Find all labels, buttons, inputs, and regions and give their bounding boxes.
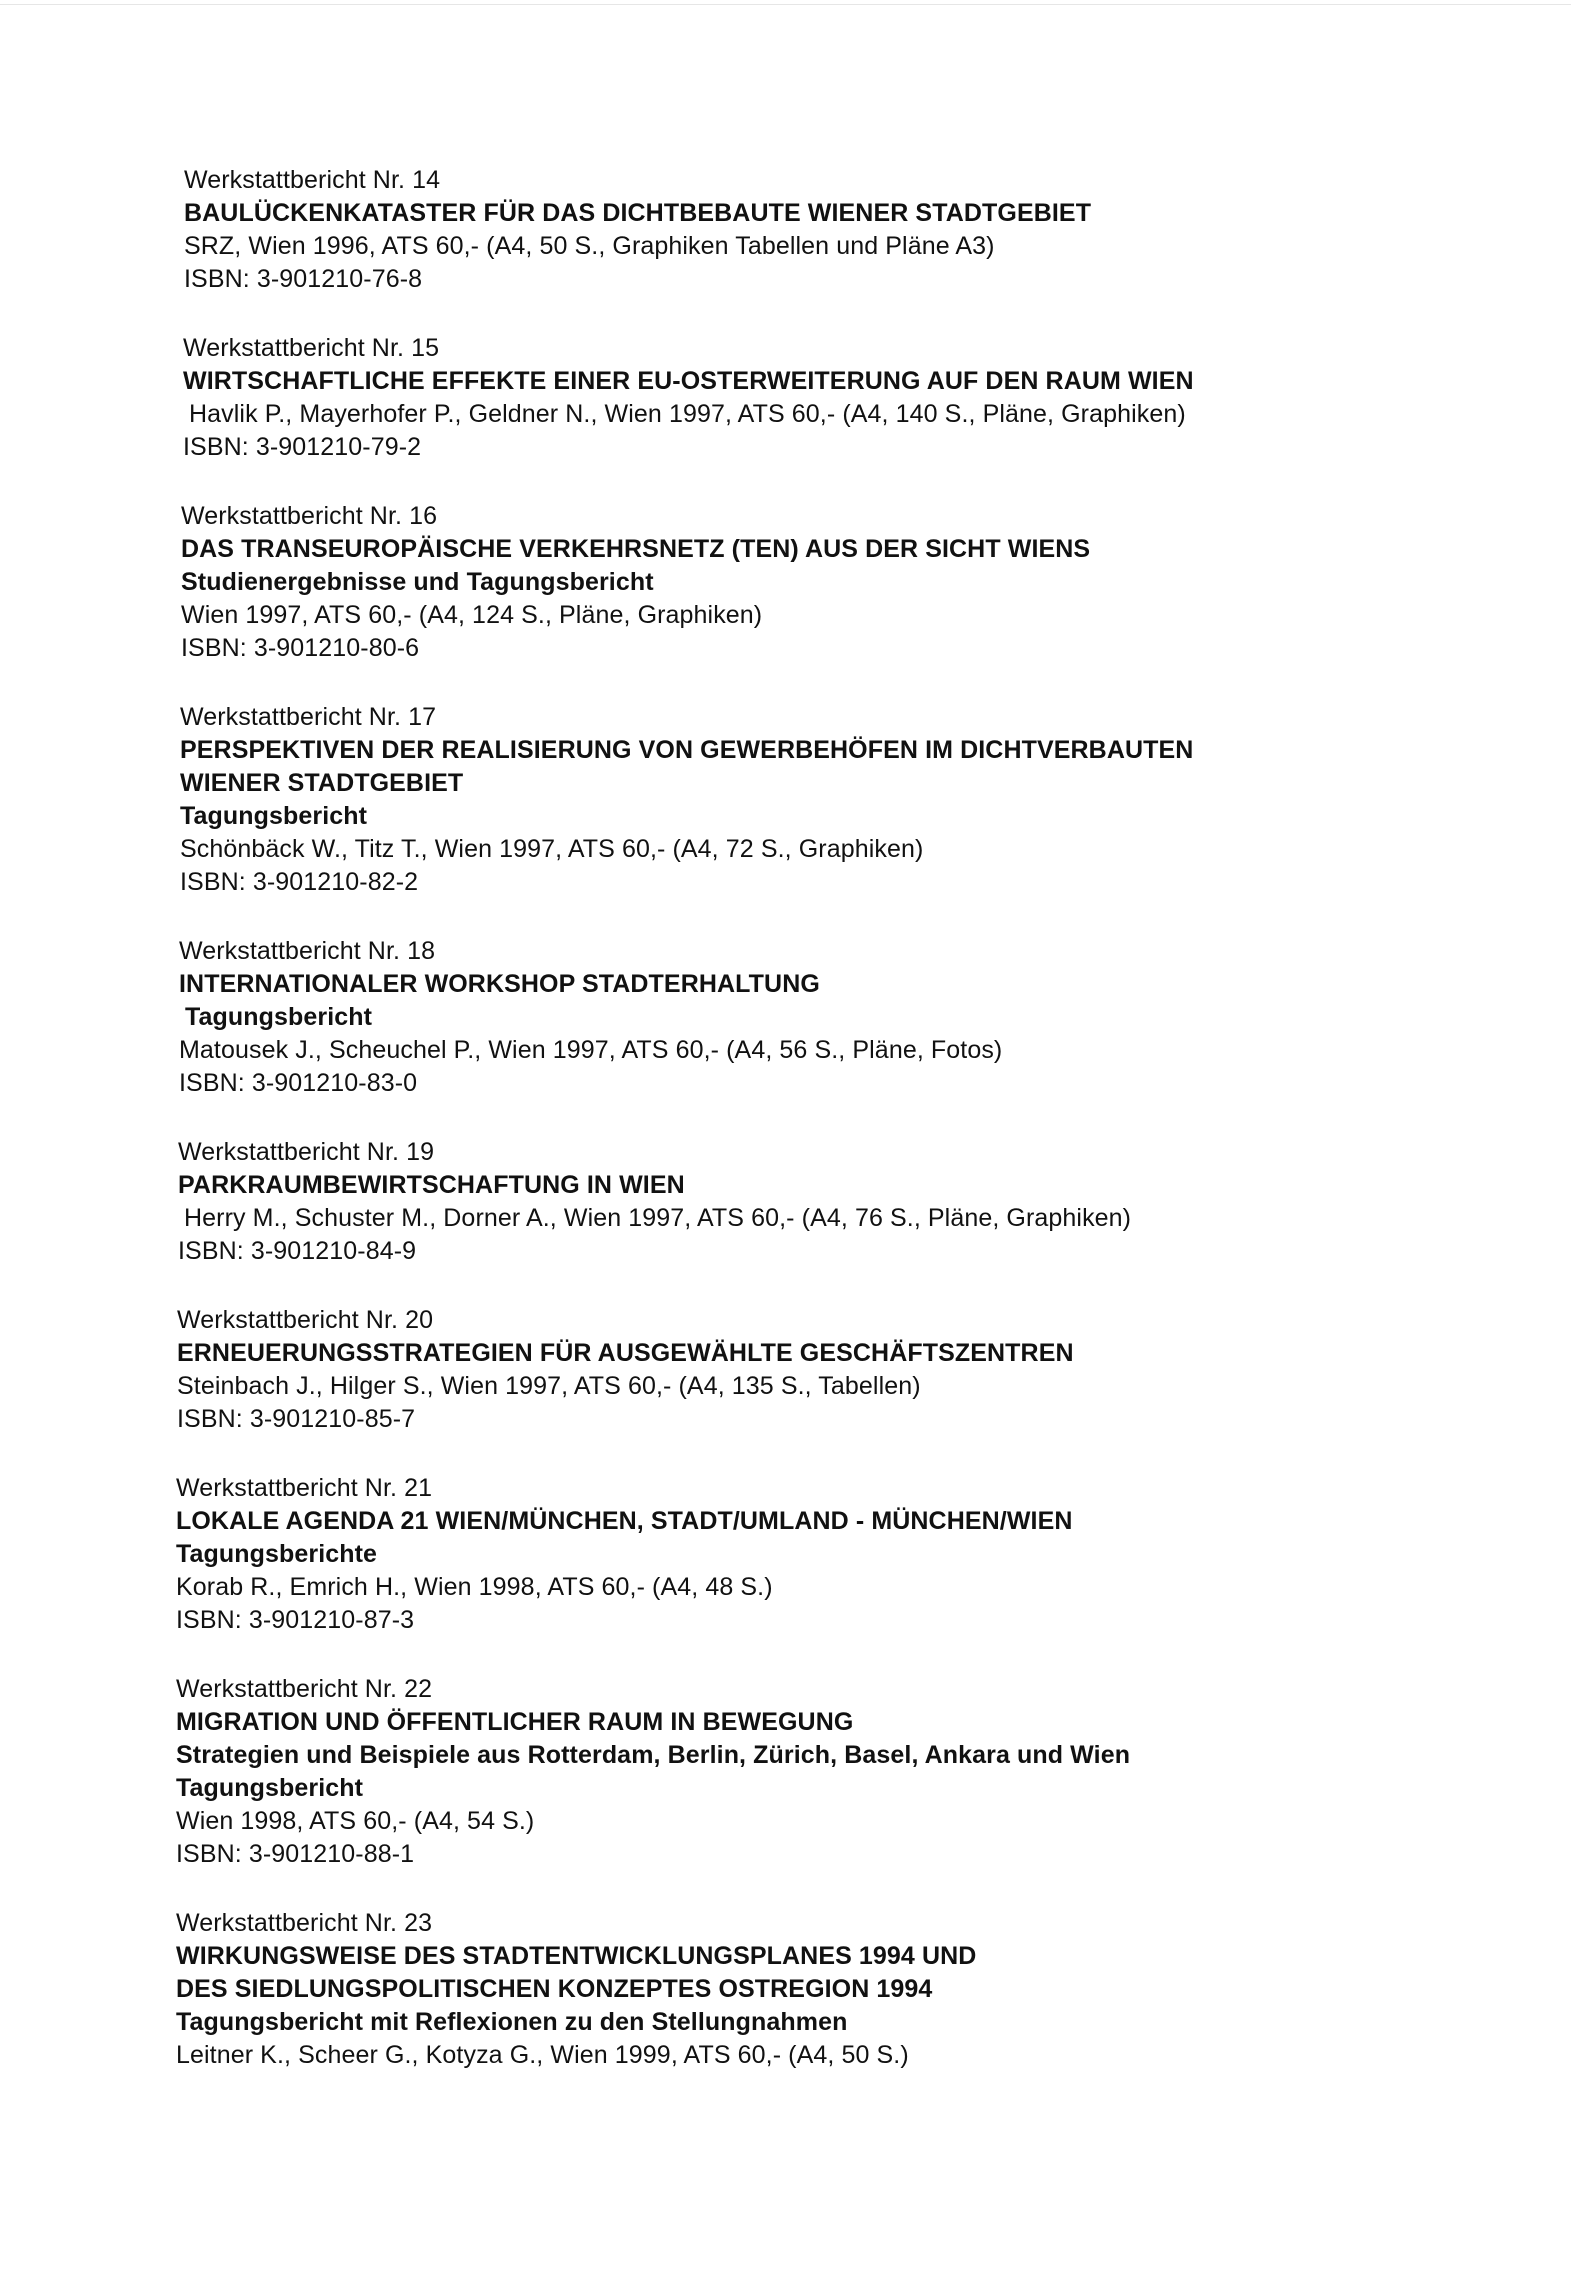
report-details: Herry M., Schuster M., Dorner A., Wien 1997, ATS 60,- (A4, 76 S., Pläne, Graphiken) [184,1204,1132,1232]
report-isbn: ISBN: 3-901210-84-9 [178,1237,417,1265]
report-number: Werkstattbericht Nr. 18 [179,937,436,965]
report-isbn: ISBN: 3-901210-79-2 [183,433,422,461]
report-isbn: ISBN: 3-901210-76-8 [184,265,423,293]
report-isbn: ISBN: 3-901210-85-7 [177,1405,416,1433]
report-isbn: ISBN: 3-901210-83-0 [179,1069,418,1097]
report-subtitle: Tagungsberichte [176,1540,378,1568]
scan-edge-line [0,4,1571,5]
report-subtitle: Studienergebnisse und Tagungsbericht [181,568,654,596]
report-subtitle: Tagungsbericht [185,1003,373,1031]
publication-entry-20 [177,1304,1436,1436]
report-title: WIRTSCHAFTLICHE EFFEKTE EINER EU-OSTERWEITERUNG AUF DEN RAUM WIEN [183,367,1194,395]
report-number: Werkstattbericht Nr. 14 [184,166,441,194]
report-details: Schönbäck W., Titz T., Wien 1997, ATS 60,- (A4, 72 S., Graphiken) [180,835,924,863]
report-subtitle: Strategien und Beispiele aus Rotterdam, Berlin, Zürich, Basel, Ankara und Wien [176,1741,1131,1769]
report-title: MIGRATION UND ÖFFENTLICHER RAUM IN BEWEGUNG [176,1708,854,1736]
publication-entry-18 [179,935,1436,1100]
report-details: Wien 1997, ATS 60,- (A4, 124 S., Pläne, Graphiken) [181,601,763,629]
report-number: Werkstattbericht Nr. 15 [183,334,440,362]
publication-entry-21 [176,1472,1436,1637]
report-title-continued: DES SIEDLUNGSPOLITISCHEN KONZEPTES OSTREGION 1994 [176,1975,933,2003]
report-isbn: ISBN: 3-901210-82-2 [180,868,419,896]
report-title: LOKALE AGENDA 21 WIEN/MÜNCHEN, STADT/UMLAND - MÜNCHEN/WIEN [176,1507,1073,1535]
report-title-continued: WIENER STADTGEBIET [180,769,464,797]
report-number: Werkstattbericht Nr. 20 [177,1306,434,1334]
report-title: ERNEUERUNGSSTRATEGIEN FÜR AUSGEWÄHLTE GESCHÄFTSZENTREN [177,1339,1074,1367]
report-isbn: ISBN: 3-901210-88-1 [176,1840,415,1868]
report-title: PARKRAUMBEWIRTSCHAFTUNG IN WIEN [178,1171,685,1199]
publication-entry-17 [180,701,1436,899]
publication-list [176,164,1436,2108]
report-title: INTERNATIONALER WORKSHOP STADTERHALTUNG [179,970,820,998]
publication-entry-23 [176,1907,1436,2072]
report-number: Werkstattbericht Nr. 23 [176,1909,433,1937]
report-title: WIRKUNGSWEISE DES STADTENTWICKLUNGSPLANES 1994 UND [176,1942,977,1970]
report-number: Werkstattbericht Nr. 21 [176,1474,433,1502]
report-details: Steinbach J., Hilger S., Wien 1997, ATS 60,- (A4, 135 S., Tabellen) [177,1372,921,1400]
publication-entry-22 [176,1673,1436,1871]
report-details: SRZ, Wien 1996, ATS 60,- (A4, 50 S., Graphiken Tabellen und Pläne A3) [184,232,995,260]
publication-entry-14 [184,164,1436,296]
report-number: Werkstattbericht Nr. 22 [176,1675,433,1703]
report-isbn: ISBN: 3-901210-87-3 [176,1606,415,1634]
report-details: Havlik P., Mayerhofer P., Geldner N., Wien 1997, ATS 60,- (A4, 140 S., Pläne, Graphiken) [189,400,1186,428]
report-title: BAULÜCKENKATASTER FÜR DAS DICHTBEBAUTE WIENER STADTGEBIET [184,199,1092,227]
report-details: Leitner K., Scheer G., Kotyza G., Wien 1999, ATS 60,- (A4, 50 S.) [176,2041,909,2069]
report-title: DAS TRANSEUROPÄISCHE VERKEHRSNETZ (TEN) AUS DER SICHT WIENS [181,535,1091,563]
publication-entry-15 [183,332,1436,464]
report-number: Werkstattbericht Nr. 16 [181,502,438,530]
publication-entry-19 [178,1136,1436,1268]
report-subtitle: Tagungsbericht mit Reflexionen zu den Stellungnahmen [176,2008,848,2036]
report-details: Matousek J., Scheuchel P., Wien 1997, ATS 60,- (A4, 56 S., Pläne, Fotos) [179,1036,1003,1064]
report-details: Korab R., Emrich H., Wien 1998, ATS 60,- (A4, 48 S.) [176,1573,773,1601]
report-subtitle: Tagungsbericht [180,802,368,830]
report-number: Werkstattbericht Nr. 17 [180,703,437,731]
report-subtitle-type: Tagungsbericht [176,1774,364,1802]
report-title: PERSPEKTIVEN DER REALISIERUNG VON GEWERBEHÖFEN IM DICHTVERBAUTEN [180,736,1194,764]
report-number: Werkstattbericht Nr. 19 [178,1138,435,1166]
report-details: Wien 1998, ATS 60,- (A4, 54 S.) [176,1807,535,1835]
report-isbn: ISBN: 3-901210-80-6 [181,634,420,662]
publication-entry-16 [181,500,1436,665]
